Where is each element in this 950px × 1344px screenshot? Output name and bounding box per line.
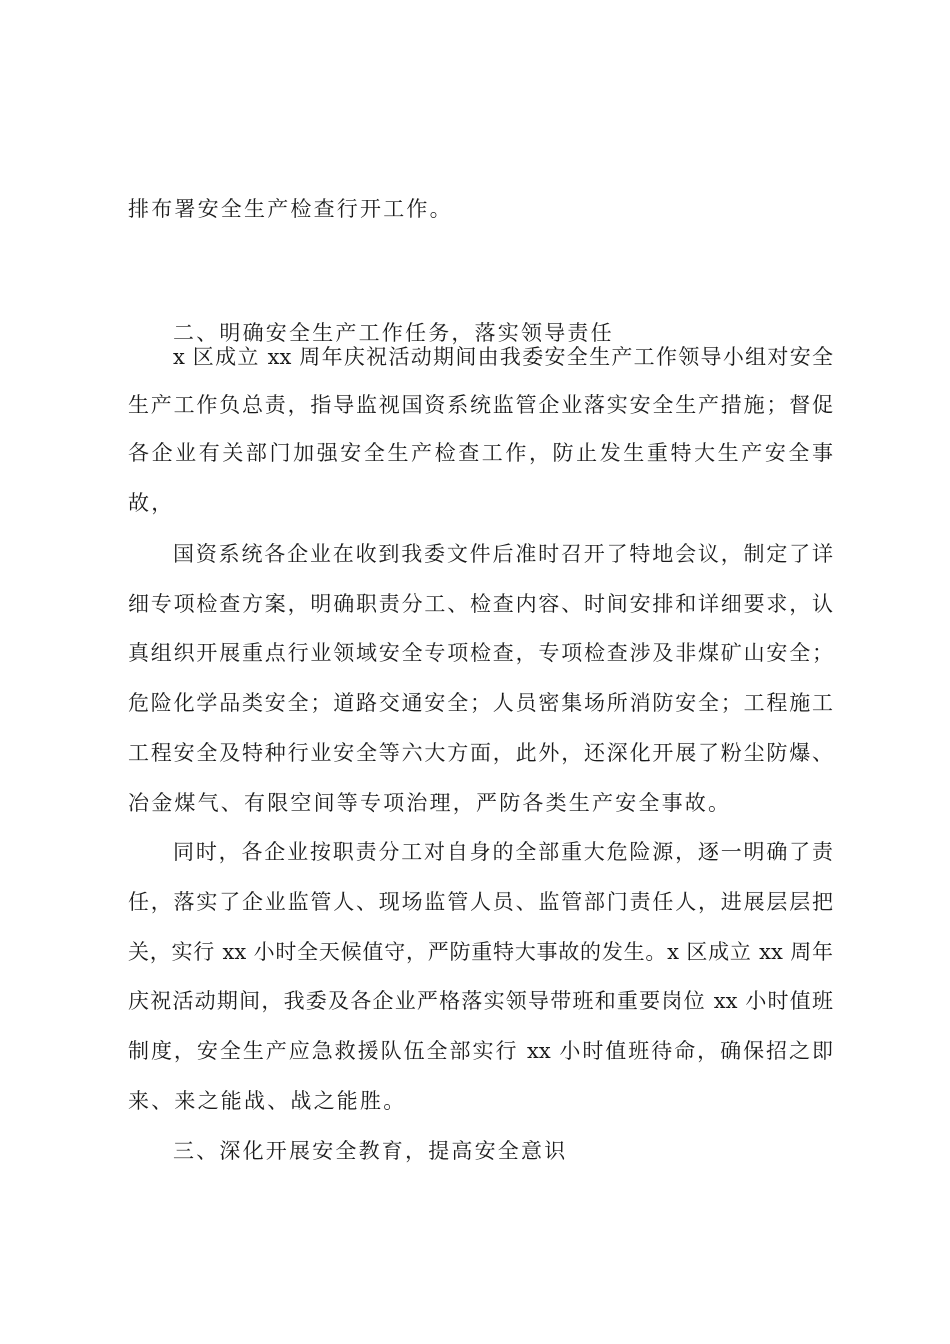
paragraph-3-line: 任，落实了企业监管人、现场监管人员、监管部门责任人，进展层层把 (128, 890, 833, 914)
paragraph-3-line: 制度，安全生产应急救援队伍全部实行 xx 小时值班待命，确保招之即 (128, 1039, 833, 1063)
paragraph-1-line: x 区成立 xx 周年庆祝活动期间由我委安全生产工作领导小组对安全 (173, 345, 833, 369)
paragraph-2-line: 危险化学品类安全；道路交通安全；人员密集场所消防安全；工程施工 (128, 691, 833, 715)
section-heading-2: 二、明确安全生产工作任务，落实领导责任 (173, 321, 614, 345)
paragraph-3-line: 庆祝活动期间，我委及各企业严格落实领导带班和重要岗位 xx 小时值班 (128, 989, 833, 1013)
paragraph-3-line: 关，实行 xx 小时全天候值守，严防重特大事故的发生。x 区成立 xx 周年 (128, 940, 833, 964)
paragraph-2-line: 真组织开展重点行业领域安全专项检查，专项检查涉及非煤矿山安全； (128, 641, 833, 665)
paragraph-3-line: 同时，各企业按职责分工对自身的全部重大危险源，逐一明确了责 (173, 840, 833, 864)
paragraph-1-line: 故， (128, 491, 175, 515)
section-heading-3: 三、深化开展安全教育，提高安全意识 (173, 1139, 568, 1163)
paragraph-1-line: 各企业有关部门加强安全生产检查工作，防止发生重特大生产安全事 (128, 441, 833, 465)
paragraph-1-line: 生产工作负总责，指导监视国资系统监管企业落实安全生产措施；督促 (128, 393, 833, 417)
paragraph-2-line: 国资系统各企业在收到我委文件后准时召开了特地会议，制定了详 (173, 542, 833, 566)
paragraph-2-line: 工程安全及特种行业安全等六大方面，此外，还深化开展了粉尘防爆、 (128, 741, 833, 765)
continuation-line: 排布署安全生产检查行开工作。 (128, 197, 453, 221)
paragraph-2-line: 冶金煤气、有限空间等专项治理，严防各类生产安全事故。 (128, 791, 732, 815)
paragraph-3-line: 来、来之能战、战之能胜。 (128, 1089, 407, 1113)
paragraph-2-line: 细专项检查方案，明确职责分工、检查内容、时间安排和详细要求，认 (128, 592, 833, 616)
